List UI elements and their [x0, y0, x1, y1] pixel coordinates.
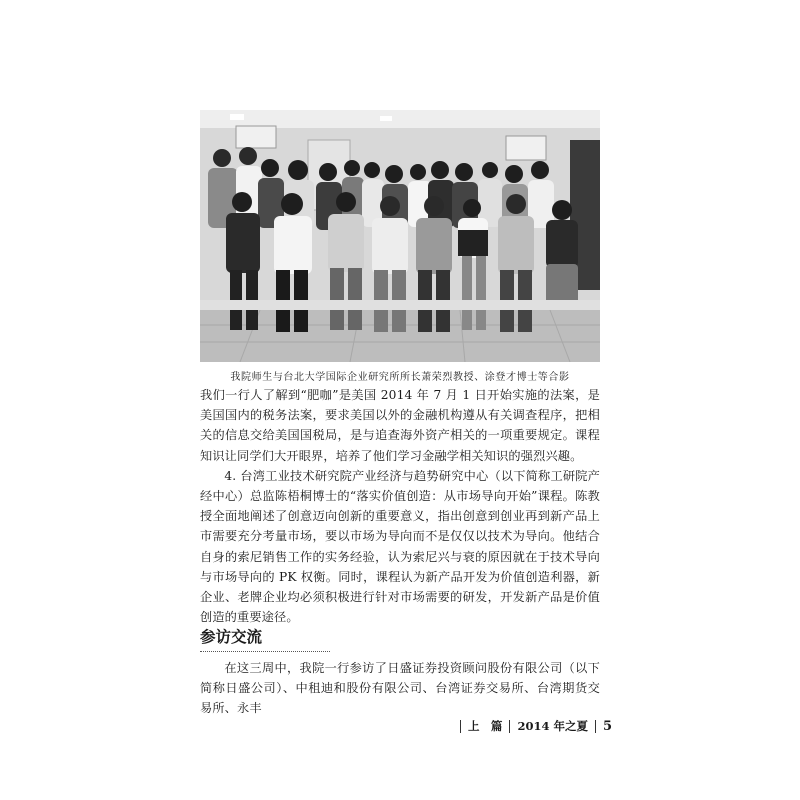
footer-title: 2014 年之夏 [517, 719, 588, 733]
footer-divider [460, 720, 461, 733]
footer-divider [509, 720, 510, 733]
group-photo [200, 110, 600, 362]
section-heading: 参访交流 [200, 625, 330, 652]
paragraph: 在这三周中，我院一行参访了日盛证券投资顾问股份有限公司（以下简称日盛公司）、中租迪和股份有限公司、台湾证券交易所、台湾期货交易所、永丰 [200, 661, 600, 716]
group-photo-image [200, 110, 600, 362]
photo-caption: 我院师生与台北大学国际企业研究所所长萧荣烈教授、涂登才博士等合影 [230, 372, 570, 383]
paragraph: 我们一行人了解到“肥咖”是美国 2014 年 7 月 1 日开始实施的法案，是美国国内的税务法案，要求美国以外的金融机构遵从有关调查程序，把相关的信息交给美国国税局，是与追查海外资产相关的一项重要规定。课程知识让同学们大开眼界，培养了他们学习金融学相关知识的强烈兴趣。 [200, 388, 600, 463]
section-body [200, 658, 600, 719]
footer-part: 上 篇 [467, 719, 503, 733]
paragraph: 4. 台湾工业技术研究院产业经济与趋势研究中心（以下简称工研院产经中心）总监陈梧桐博士的“落实价值创造：从市场导向开始”课程。陈教授全面地阐述了创意迈向创新的重要意义，指出创意到创业再到新产品上市需要充分考量市场，要以市场为导向而不是仅仅以技术为导向。他结合自身的索尼销售工作的实务经验，认为索尼兴与衰的原因就在于技术导向与市场导向的 PK 权衡。同时，课程认为新产品开发为价值创造利器，新企业、老牌企业均必须积极进行针对市场需要的研发，开发新产品是价值创造的重要途径。 [200, 468, 600, 625]
page-number: 5 [602, 718, 612, 734]
page-footer [453, 718, 612, 734]
body-text-block [200, 385, 600, 627]
footer-divider [595, 720, 596, 733]
